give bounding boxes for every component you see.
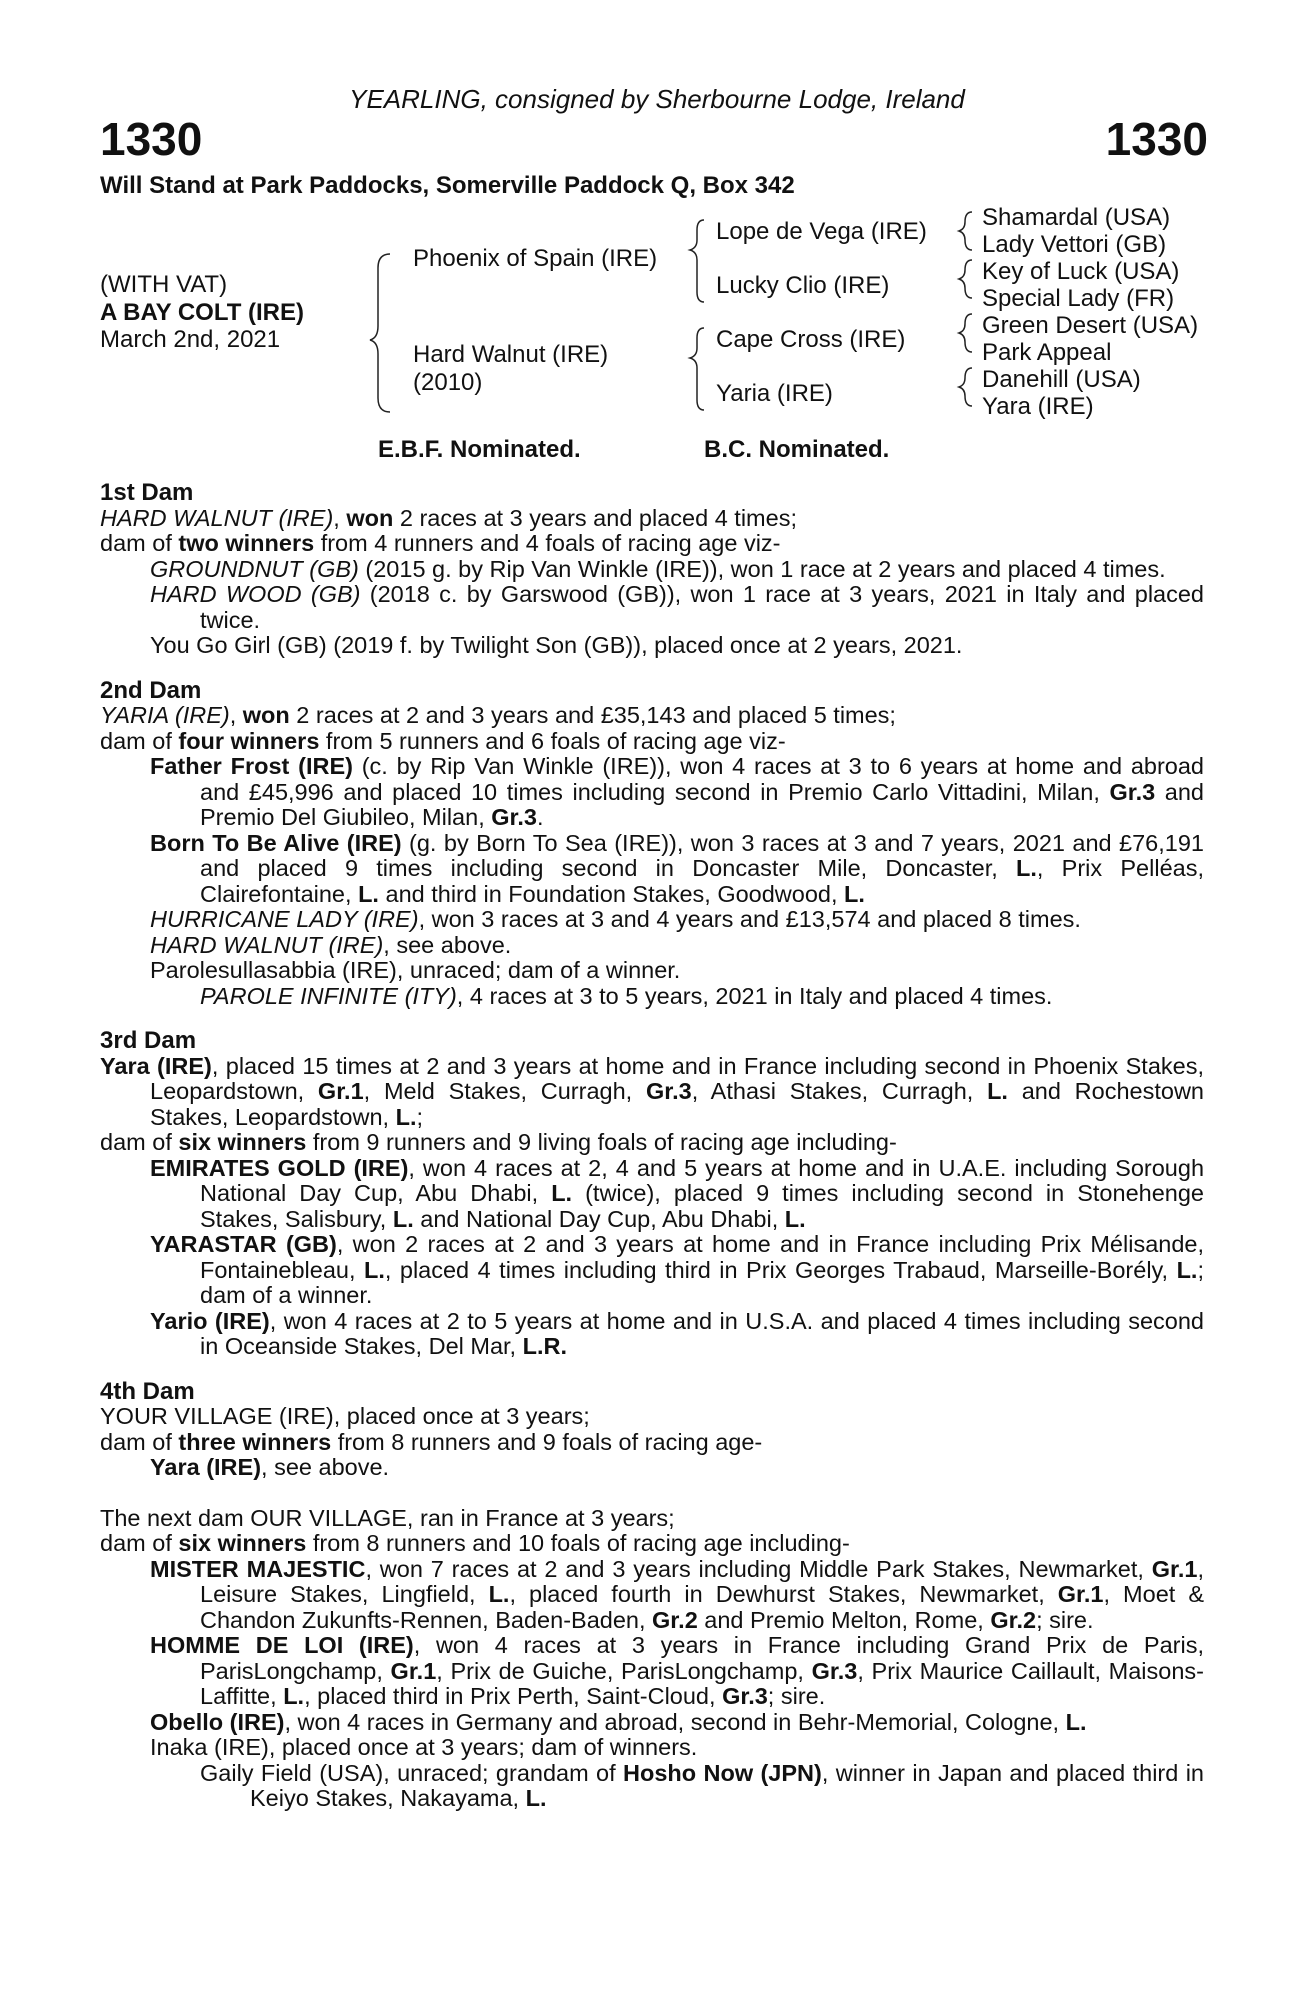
produce-entry: Father Frost (IRE) (c. by Rip Van Winkle (IRE)), won 4 races at 3 to 6 years at home and abroad and £45,996 and placed 10 times including second in Premio Carlo Vittadini, Milan, Gr.3 and Premio Del Giubileo, Milan, Gr.3. [150,753,1204,830]
ebf-nominated: E.B.F. Nominated. [378,436,581,463]
sire-name: Phoenix of Spain (IRE) [413,245,658,272]
second-dam-produce-summary: dam of four winners from 5 runners and 6 foals of racing age viz- [100,727,786,754]
next-dam-produce-summary: dam of six winners from 8 runners and 10 foals of racing age including- [100,1530,850,1556]
brace-sire [690,220,704,302]
grandchild-entry: PAROLE INFINITE (ITY), 4 races at 3 to 5 years, 2021 in Italy and placed 4 times. [200,982,1053,1009]
produce-entry: EMIRATES GOLD (IRE), won 4 races at 2, 4 and 5 years at home and in U.A.E. including Sorough National Day Cup, Abu Dhabi, L. (twice), placed 9 times including second in Stonehenge Stakes, Salisbury, L. and National Day Cup, Abu Dhabi, L. [150,1154,1205,1232]
produce-entry: HARD WOOD (GB) (2018 c. by Garswood (GB)), won 1 race at 3 years, 2021 in Italy and placed twice. [150,581,1204,633]
sire-dam: Lucky Clio (IRE) [716,272,890,299]
dam-year: (2010) [413,369,483,396]
dam-dam-dam: Yara (IRE) [982,393,1094,420]
brace-ss [959,212,972,250]
first-dam-summary: HARD WALNUT (IRE), won 2 races at 3 years and placed 4 times; [100,504,797,531]
venue-line: Will Stand at Park Paddocks, Somerville Paddock Q, Box 342 [100,172,795,199]
produce-entry: Born To Be Alive (IRE) (g. by Born To Sea (IRE)), won 3 races at 3 and 7 years, 2021 and £76,191 and placed 9 times including second in Doncaster Mile, Doncaster, L., Prix Pelléas, Clairefontaine, L. and third in Foundation Stakes, Goodwood, L. [150,829,1204,907]
produce-entry: HURRICANE LADY (IRE), won 3 races at 3 and 4 years and £13,574 and placed 8 times. [150,906,1081,932]
first-dam-produce-summary: dam of two winners from 4 runners and 4 foals of racing age viz- [100,530,781,556]
third-dam-produce-summary: dam of six winners from 9 runners and 9 living foals of racing age including- [100,1129,897,1155]
produce-entry: GROUNDNUT (GB) (2015 g. by Rip Van Winkle (IRE)), won 1 race at 2 years and placed 4 times. [150,555,1166,582]
dam-sire: Cape Cross (IRE) [716,326,906,353]
third-dam-section [100,1028,1204,1360]
dam-dam-sire: Danehill (USA) [982,366,1141,393]
dam-dam: Yaria (IRE) [716,380,833,407]
sire-sire-dam: Lady Vettori (GB) [982,231,1167,258]
sire-sire: Lope de Vega (IRE) [716,218,927,245]
grandchild-entry: Gaily Field (USA), unraced; grandam of Hosho Now (JPN), winner in Japan and placed third in Keiyo Stakes, Nakayama, L. [200,1759,1204,1811]
first-dam-section [100,480,1204,659]
fourth-dam-section [100,1379,1204,1481]
dam-sire-dam: Park Appeal [982,339,1112,366]
vat-label: (WITH VAT) [100,271,228,298]
sire-dam-sire: Key of Luck (USA) [982,258,1180,285]
brace-dam [690,328,704,410]
produce-entry: Inaka (IRE), placed once at 3 years; dam of winners. [150,1734,698,1760]
second-dam-summary: YARIA (IRE), won 2 races at 2 and 3 years and £35,143 and placed 5 times; [100,702,896,728]
brace-sd [959,260,972,298]
dam-name: Hard Walnut (IRE) [413,341,609,368]
produce-entry: Parolesullasabbia (IRE), unraced; dam of a winner. [150,957,681,983]
produce-entry: Obello (IRE), won 4 races in Germany and abroad, second in Behr-Memorial, Cologne, L. [150,1708,1087,1735]
sire-dam-dam: Special Lady (FR) [982,285,1175,312]
section-heading: 1st Dam [100,479,194,506]
brace-ds [959,314,972,352]
produce-entry: YARASTAR (GB), won 2 races at 2 and 3 years at home and in France including Prix Mélisande, Fontainebleau, L., placed 4 times including third in Prix Georges Trabaud, Marseille-Borély, L.; dam of a winner. [150,1231,1204,1308]
next-dam-summary: The next dam OUR VILLAGE, ran in France at 3 years; [100,1504,675,1531]
produce-entry: MISTER MAJESTIC, won 7 races at 2 and 3 years including Middle Park Stakes, Newmarket, Gr.1, Leisure Stakes, Lingfield, L., placed fourth in Dewhurst Stakes, Newmarket, Gr.1, Moet & Chandon Zukunfts-Rennen, Baden-Baden, Gr.2 and Premio Melton, Rome, Gr.2; sire. [150,1555,1204,1633]
brace-main [370,254,390,412]
third-dam-summary: Yara (IRE), placed 15 times at 2 and 3 years at home and in France including second in Phoenix Stakes, Leopardstown, Gr.1, Meld Stakes, Curragh, Gr.3, Athasi Stakes, Curragh, L. and Rochestown Stakes, Leopardstown, L.; [100,1052,1204,1130]
bc-nominated: B.C. Nominated. [704,436,890,463]
produce-entry: Yario (IRE), won 4 races at 2 to 5 years at home and in U.S.A. and placed 4 times including second in Oceanside Stakes, Del Mar, L.R. [150,1307,1204,1359]
fourth-dam-summary: YOUR VILLAGE (IRE), placed once at 3 years; [100,1403,590,1429]
brace-dd [959,368,972,406]
next-dam-section [100,1506,1204,1812]
horse-name: A BAY COLT (IRE) [100,299,305,326]
horse-dob: March 2nd, 2021 [100,326,281,353]
section-heading: 3rd Dam [100,1027,197,1054]
fourth-dam-produce-summary: dam of three winners from 8 runners and 9 foals of racing age- [100,1428,763,1455]
second-dam-section [100,678,1204,1010]
catalogue-body [100,480,1204,1812]
lot-number-left: 1330 [100,113,203,165]
section-heading: 2nd Dam [100,676,202,704]
sire-sire-sire: Shamardal (USA) [982,204,1171,231]
produce-entry: Yara (IRE), see above. [150,1454,390,1480]
lot-number-right: 1330 [1105,113,1208,165]
dam-sire-sire: Green Desert (USA) [982,312,1199,339]
section-heading: 4th Dam [100,1377,195,1405]
produce-entry: You Go Girl (GB) (2019 f. by Twilight Son (GB)), placed once at 2 years, 2021. [150,632,963,658]
produce-entry: HOMME DE LOI (IRE), won 4 races at 3 years in France including Grand Prix de Paris, ParisLongchamp, Gr.1, Prix de Guiche, ParisLongchamp, Gr.3, Prix Maurice Caillault, Maisons-Laffitte, L., placed third in Prix Perth, Saint-Cloud, Gr.3; sire. [150,1632,1204,1709]
produce-entry: HARD WALNUT (IRE), see above. [150,931,512,958]
consignment-line: YEARLING, consigned by Sherbourne Lodge, Ireland [349,84,965,114]
